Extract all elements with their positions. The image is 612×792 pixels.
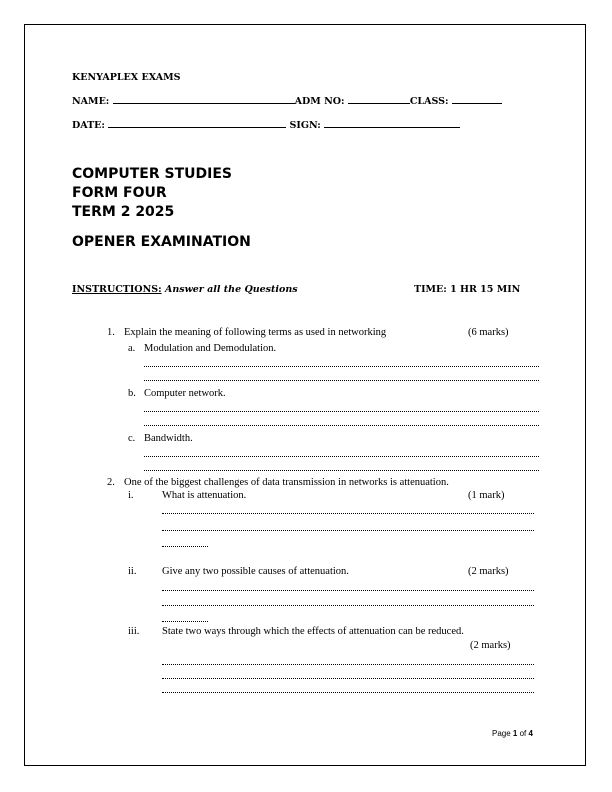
date-field[interactable]	[108, 119, 286, 128]
page-number	[492, 729, 533, 738]
q2i-answer-line-2[interactable]	[162, 530, 534, 531]
date-row	[72, 119, 460, 131]
exam-time: TIME: 1 HR 15 MIN	[414, 284, 521, 295]
q2ii-answer-line-3[interactable]	[162, 621, 208, 622]
q2ii-answer-line-2[interactable]	[162, 605, 534, 606]
page-total: 4	[528, 729, 533, 738]
q1c-answer-line-2[interactable]	[144, 470, 539, 471]
q2i-answer-line-3[interactable]	[162, 546, 208, 547]
q2i-text: What is attenuation.	[162, 490, 247, 501]
q2iii-answer-line-1[interactable]	[162, 664, 534, 665]
q2iii-label: iii.	[128, 626, 140, 637]
school-name: KENYAPLEX EXAMS	[72, 72, 181, 83]
page-border	[24, 24, 586, 766]
instructions-text: Answer all the Questions	[164, 284, 298, 295]
q2ii-answer-line-1[interactable]	[162, 590, 534, 591]
q1a-answer-line-1[interactable]	[144, 366, 539, 367]
q2ii-text: Give any two possible causes of attenuation.	[162, 566, 349, 577]
sign-field[interactable]	[324, 119, 460, 128]
q2i-answer-line-1[interactable]	[162, 513, 534, 514]
q1-text: Explain the meaning of following terms as used in networking	[124, 327, 387, 338]
q1b-answer-line-2[interactable]	[144, 425, 539, 426]
q1b-label: b.	[128, 388, 136, 399]
adm-field[interactable]	[348, 95, 410, 104]
q2iii-answer-line-3[interactable]	[162, 692, 534, 693]
q2-number: 2.	[107, 477, 115, 488]
q1b-answer-line-1[interactable]	[144, 411, 539, 412]
q2ii-label: ii.	[128, 566, 137, 577]
sign-label: SIGN:	[289, 120, 321, 131]
exam-title: OPENER EXAMINATION	[72, 234, 251, 250]
q1-number: 1.	[107, 327, 115, 338]
page-word: Page	[492, 729, 511, 738]
q2iii-marks: (2 marks)	[470, 640, 511, 651]
q1c-text: Bandwidth.	[144, 433, 193, 444]
q2i-label: i.	[128, 490, 134, 501]
q1a-text: Modulation and Demodulation.	[144, 343, 277, 354]
page-current: 1	[512, 729, 518, 738]
adm-label: ADM NO:	[294, 96, 345, 107]
form-title: FORM FOUR	[72, 185, 167, 201]
name-row	[72, 95, 502, 107]
name-label: NAME:	[72, 96, 110, 107]
name-field[interactable]	[113, 95, 295, 104]
q2i-marks: (1 mark)	[468, 490, 505, 501]
instructions	[72, 284, 298, 295]
q2iii-answer-line-2[interactable]	[162, 678, 534, 679]
class-field[interactable]	[452, 95, 502, 104]
date-label: DATE:	[72, 120, 105, 131]
q2iii-text: State two ways through which the effects of attenuation can be reduced.	[162, 626, 464, 637]
q1a-answer-line-2[interactable]	[144, 380, 539, 381]
q2ii-marks: (2 marks)	[468, 566, 509, 577]
of-word: of	[519, 729, 527, 738]
q2-text: One of the biggest challenges of data transmission in networks is attenuation.	[124, 477, 449, 488]
instructions-label: INSTRUCTIONS:	[72, 284, 162, 295]
subject-title: COMPUTER STUDIES	[72, 166, 232, 182]
term-title: TERM 2 2025	[72, 204, 175, 220]
q1c-answer-line-1[interactable]	[144, 456, 539, 457]
class-label: CLASS:	[409, 96, 449, 107]
q1c-label: c.	[128, 433, 136, 444]
q1a-label: a.	[128, 343, 136, 354]
q1-marks: (6 marks)	[468, 327, 509, 338]
q1b-text: Computer network.	[144, 388, 226, 399]
